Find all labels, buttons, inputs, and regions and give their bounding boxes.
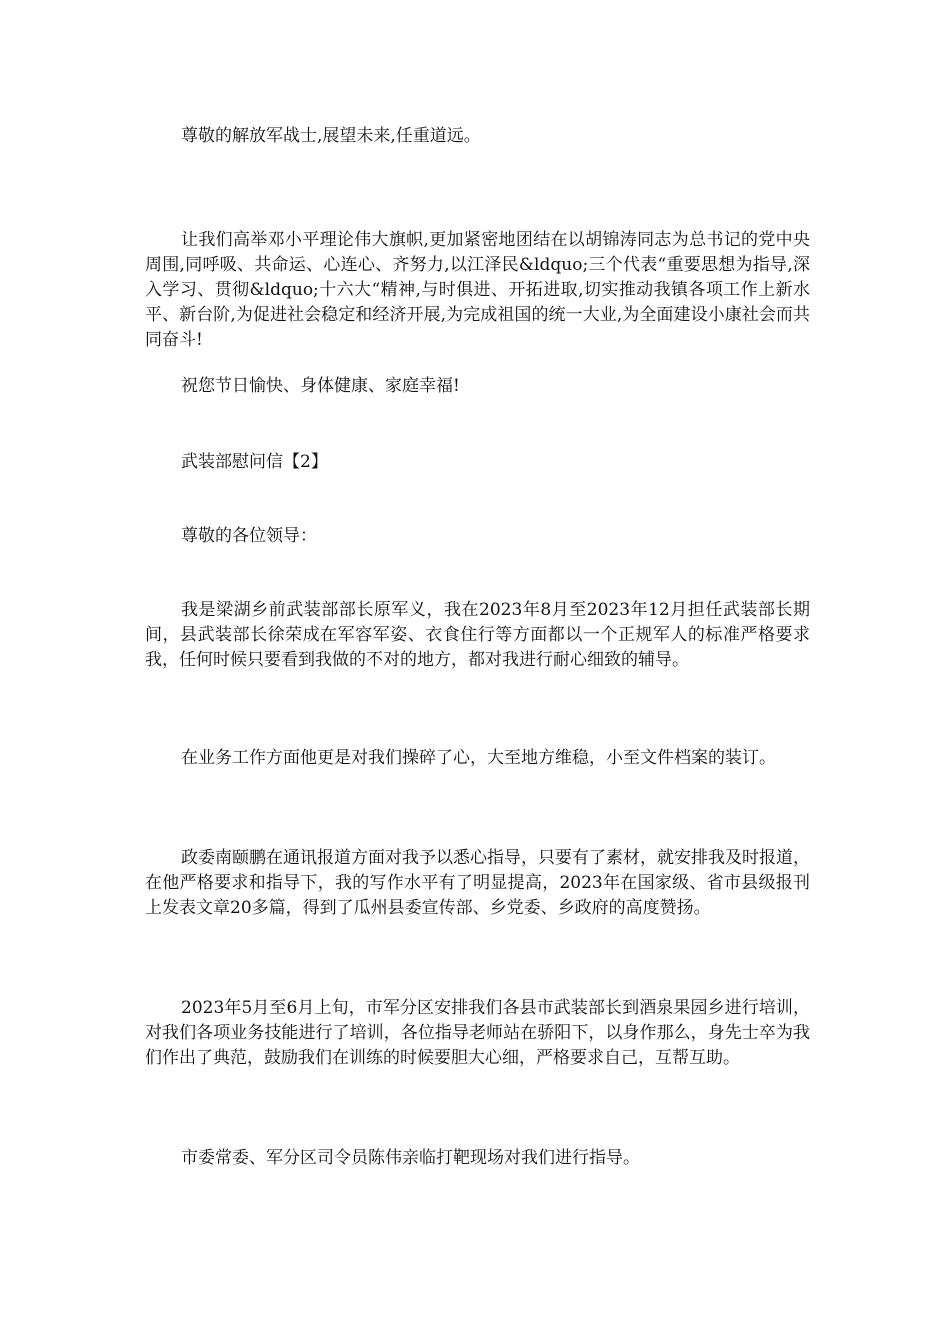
paragraph-greeting-soldiers: 尊敬的解放军战士,展望未来,任重道远。	[181, 126, 481, 146]
paragraph-salutation-leaders: 尊敬的各位领导：	[181, 526, 317, 546]
paragraph-holiday-wishes: 祝您节日愉快、身体健康、家庭幸福!	[181, 376, 460, 396]
paragraph-business-work: 在业务工作方面他更是对我们操碎了心，大至地方维稳，小至文件档案的装订。	[181, 748, 776, 768]
paragraph-training: 2023年5月至6月上旬，市军分区安排我们各县市武装部长到酒泉果园乡进行培训，对我们各项业务技能进行了培训，各位指导老师站在骄阳下，以身作那么，身先士卒为我们作出了典范，鼓励我们在训练的时候要胆大心细，严格要求自己，互帮互助。	[145, 998, 810, 1068]
paragraph-call-to-action: 让我们高举邓小平理论伟大旗帜,更加紧密地团结在以胡锦涛同志为总书记的党中央周围,同呼吸、共命运、心连心、齐努力,以江泽民&ldquo;三个代表“重要思想为指导,深入学习、贯彻&ldquo;十六大“精神,与时俱进、开拓进取,切实推动我镇各项工作上新水平、新台阶,为促进社会稳定和经济开展,为完成祖国的统一大业,为全面建设小康社会而共同奋斗!	[145, 230, 810, 350]
section-heading-letter-2: 武装部慰问信【2】	[181, 452, 328, 472]
paragraph-shooting-guidance: 市委常委、军分区司令员陈伟亲临打靶现场对我们进行指导。	[181, 1148, 640, 1168]
paragraph-self-introduction: 我是梁湖乡前武装部部长原军义，我在2023年8月至2023年12月担任武装部长期间，县武装部长徐荣成在军容军姿、衣食住行等方面都以一个正规军人的标准严格要求我，任何时候只要看到我做的不对的地方，都对我进行耐心细致的辅导。	[145, 600, 810, 670]
paragraph-reporting-guidance: 政委南颐鹏在通讯报道方面对我予以悉心指导，只要有了素材，就安排我及时报道，在他严格要求和指导下，我的写作水平有了明显提高，2023年在国家级、省市县级报刊上发表文章20多篇，得到了瓜州县委宣传部、乡党委、乡政府的高度赞扬。	[145, 848, 810, 918]
